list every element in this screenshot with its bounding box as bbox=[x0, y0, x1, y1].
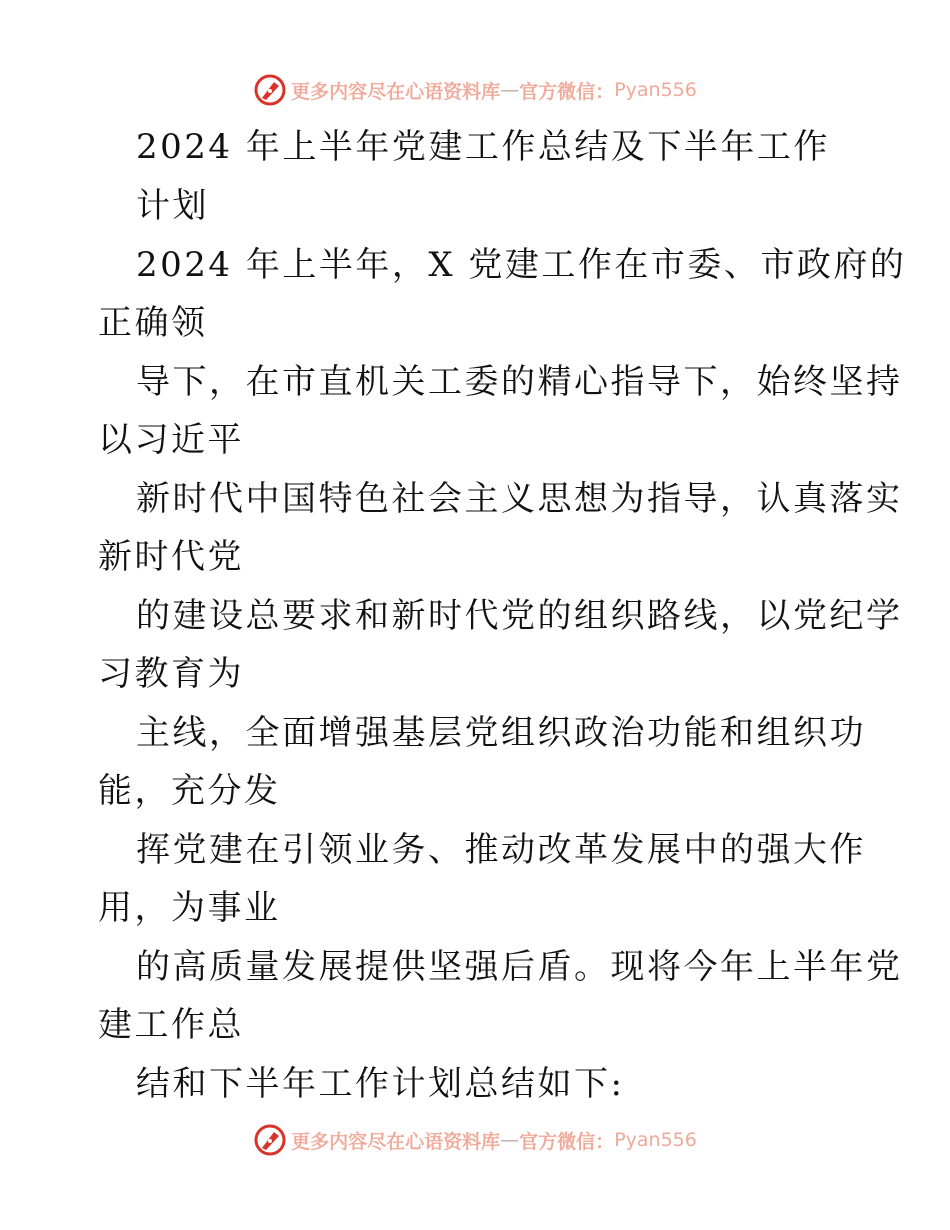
watermark-main-text: 更多内容尽在心语资料库 bbox=[291, 80, 501, 103]
watermark-wechat-id: Pyan556 bbox=[614, 79, 697, 101]
document-title-line-2: 计划 bbox=[136, 186, 209, 226]
body-line: 新时代党 bbox=[98, 537, 244, 577]
body-line: 能，充分发 bbox=[98, 771, 281, 811]
watermark-label: 官方微信： bbox=[519, 1130, 615, 1153]
watermark-main-text: 更多内容尽在心语资料库 bbox=[291, 1130, 501, 1153]
body-line: 正确领 bbox=[98, 303, 208, 343]
body-line: 的高质量发展提供坚强后盾。现将今年上半年党 bbox=[136, 947, 903, 987]
watermark-separator: — bbox=[500, 79, 520, 101]
body-line: 以习近平 bbox=[98, 420, 244, 460]
body-line: 新时代中国特色社会主义思想为指导，认真落实 bbox=[136, 479, 903, 519]
header-watermark bbox=[0, 70, 950, 110]
body-line: 的建设总要求和新时代党的组织路线，以党纪学 bbox=[136, 596, 903, 636]
footer-watermark bbox=[0, 1120, 950, 1160]
watermark-separator: — bbox=[500, 1129, 520, 1151]
body-line: 2024 年上半年，X 党建工作在市委、市政府的 bbox=[136, 245, 907, 285]
body-line: 习教育为 bbox=[98, 654, 244, 694]
pen-nib-logo-icon bbox=[253, 73, 287, 107]
body-line: 用，为事业 bbox=[98, 888, 281, 928]
body-line: 建工作总 bbox=[98, 1005, 244, 1045]
body-line: 结和下半年工作计划总结如下: bbox=[136, 1064, 625, 1104]
document-title-line-1: 2024 年上半年党建工作总结及下半年工作 bbox=[136, 127, 830, 167]
pen-nib-logo-icon bbox=[253, 1123, 287, 1157]
body-line: 挥党建在引领业务、推动改革发展中的强大作 bbox=[136, 830, 866, 870]
watermark-wechat-id: Pyan556 bbox=[614, 1129, 697, 1151]
body-line: 导下，在市直机关工委的精心指导下，始终坚持 bbox=[136, 362, 903, 402]
body-line: 主线，全面增强基层党组织政治功能和组织功 bbox=[136, 713, 866, 753]
watermark-label: 官方微信： bbox=[519, 80, 615, 103]
